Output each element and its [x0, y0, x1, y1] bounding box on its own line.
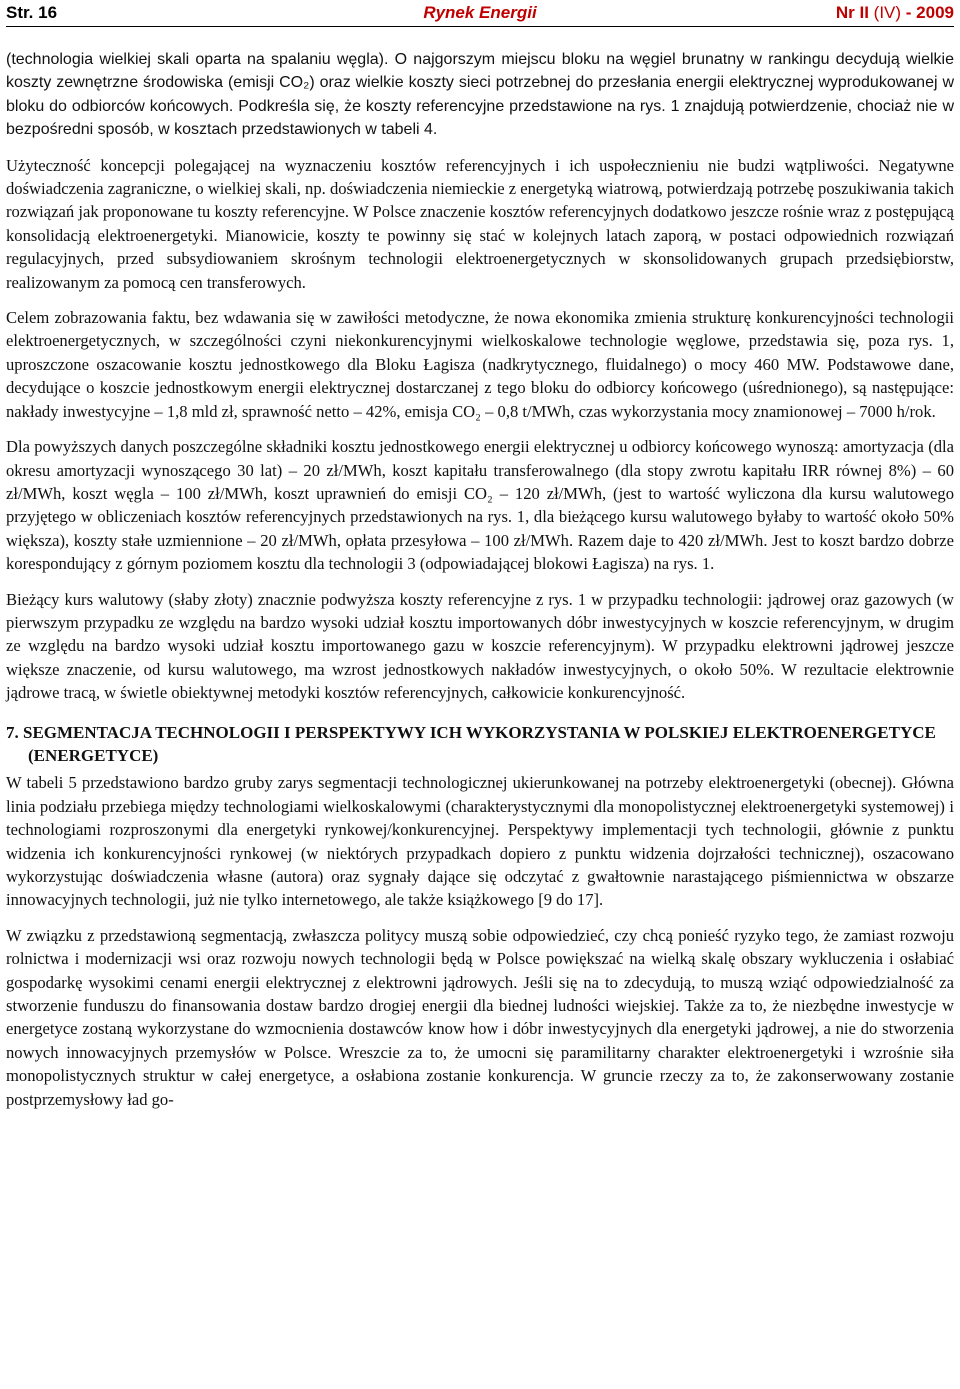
section-heading: 7. SEGMENTACJA TECHNOLOGII I PERSPEKTYWY ICH WYKORZYSTANIA W POLSKIEJ ELEKTROENERGETYCE (ENERGETYCE)	[6, 722, 936, 765]
issue-label	[836, 2, 954, 24]
section-paragraph-2: W związku z przedstawioną segmentacją, zwłaszcza politycy muszą sobie odpowiedzieć, czy chcą ponieść ryzyko tego, że zamiast rozwoju rolnictwa i modernizacji wsi oraz rozwoju nowych technologii będą w Polsce powiększać na wielką skalę obszary wykluczenia i osłabiać gospodarkę wysokimi cenami energii elektrycznej z elektrowni jądrowych. Jeśli się na to zdecydują, to muszą wziąć odpowiedzialność za stworzenie funduszu do finansowania dostaw bardzo drogiej energii dla biednej ludności wiejskiej. Także za to, że niezbędne inwestycje w energetyce zostaną wykorzystane do wzmocnienia dostawców know how i dóbr inwestycyjnych dla energetyki jądrowej, a nie do stworzenia nowych innowacyjnych przemysłów w Polsce. Wreszcie za to, że umocni się paramilitarny charakter elektroenergetyki i wzrośnie siła monopolistycznych struktur w całej energetyce, a osłabiona zostanie konkurencja. W gruncie rzeczy za to, że zakonserwowany zostanie postprzemysłowy ład go-	[6, 925, 954, 1109]
paragraph-5: Bieżący kurs walutowy (słaby złoty) znacznie podwyższa koszty referencyjne z rys. 1 w przypadku technologii: jądrowej oraz gazowych (w pierwszym przypadku ze względu na bardzo wysoki udział kosztu importowanych dóbr inwestycyjnych w koszcie referencyjnym, w drugim ze względu na bardzo wysoki udział kosztu importowanego gazu w koszcie referencyjnym). W przypadku elektrowni jądrowej jeszcze większe znaczenie, od kursu walutowego, ma wzrost jednostkowych nakładów inwestycyjnych, o około 50%. W rezultacie elektrownie jądrowe tracą, w świetle obiektywnej metodyki kosztów referencyjnych, całkowicie konkurencyjność.	[6, 589, 954, 703]
issue-year: - 2009	[901, 3, 954, 22]
issue-prefix: Nr II	[835, 3, 874, 22]
paragraph-2: Użyteczność koncepcji polegającej na wyznaczeniu kosztów referencyjnych i ich uspołecznieniu nie budzi wątpliwości. Negatywne doświadczenia zagraniczne, o wielkiej skali, np. doświadczenia niemieckie z energetyką wiatrową, potwierdzają potrzebę poszukiwania takich rozwiązań jak proponowane tu koszty referencyjne. W Polsce znaczenie kosztów referencyjnych dodatkowo jeszcze rośnie wraz z postępującą konsolidacją elektroenergetyki. Mianowicie, koszty te powinny się stać w kolejnych latach zaporą, w postaci odpowiednich rozwiązań regulacyjnych, przed subsydiowaniem skrośnym technologii elektroenergetycznych w skonsolidowanych grupach przedsiębiorstw, realizowanym za pomocą cen transferowych.	[6, 155, 954, 292]
paragraph-1: (technologia wielkiej skali oparta na spalaniu węgla). O najgorszym miejscu bloku na węgiel brunatny w rankingu decydują wielkie koszty zewnętrzne środowiska (emisji CO₂) oraz wielkie koszty sieci potrzebnej do przesłania energii elektrycznej wyprodukowanej w bloku do odbiorców końcowych. Podkreśla się, że koszty referencyjne przedstawione na rys. 1 znajdują potwierdzenie, chociaż nie w bezpośredni sposób, w kosztach przedstawionych w tabeli 4.	[6, 51, 954, 139]
article-body	[6, 48, 954, 1111]
paragraph-4: Dla powyższych danych poszczególne składniki kosztu jednostkowego energii elektrycznej u odbiorcy końcowego wynoszą: amortyzacja (dla okresu amortyzacji wynoszącego 30 lat) – 20 zł/MWh, koszt kapitału transferowalnego (dla stopy zwrotu kapitału IRR równej 8%) – 60 zł/MWh, koszt węgla – 100 zł/MWh, koszt uprawnień do emisji CO₂ – 120 zł/MWh, (jest to wartość wyliczona dla kursu walutowego przyjętego w obliczeniach kosztów referencyjnych przedstawionych na rys. 1, dla bieżącego kursu walutowego byłaby to wartość około 50% większa), koszty stałe uzmiennione – 20 zł/MWh, opłata przesyłowa – 100 zł/MWh. Razem daje to 420 zł/MWh. Jest to koszt bardzo dobrze korespondujący z górnym poziomem kosztu dla technologii 3 (odpowiadającej blokowi Łagisza) na rys. 1.	[6, 437, 954, 574]
page-number: Str. 16	[6, 3, 58, 22]
journal-title: Rynek Energii	[423, 3, 537, 22]
section-paragraph-1: W tabeli 5 przedstawiono bardzo gruby zarys segmentacji technologicznej ukierunkowanej na potrzeby elektroenergetyki (obecnej). Główna linia podziału przebiega między technologiami wielkoskalowymi (charakterystycznymi dla monopolistycznej elektroenergetyki systemowej) i technologiami rozproszonymi dla energetyki rynkowej/konkurencyjnej. Perspektywy implementacji tych technologii, głównie z punktu widzenia ich konkurencyjności rynkowej (w niektórych przypadkach dopiero z punktu widzenia dojrzałości technicznej), oszacowano wykorzystując doświadczenia własne (autora) oraz sygnały dające się odczytać z gwałtownie narastającego piśmiennictwa w obszarze innowacyjnych technologii, już nie tylko internetowego, ale także książkowego [9 do 17].	[6, 773, 954, 910]
paragraph-3: Celem zobrazowania faktu, bez wdawania się w zawiłości metodyczne, że nowa ekonomika zmienia strukturę konkurencyjności technologii elektroenergetycznych, w szczególności czyni niekonkurencyjnymi wielkoskalowe technologie węglowe, przedstawia się, poza rys. 1, uproszczone oszacowanie kosztu jednostkowego dla Bloku Łagisza (nadkrytycznego, fluidalnego) o mocy 460 MW. Podstawowe dane, decydujące o koszcie jednostkowym energii elektrycznej dostarczanej z tego bloku do odbiorcy końcowego (uśrednionego), są następujące: nakłady inwestycyjne – 1,8 mld zł, sprawność netto – 42%, emisja CO₂ – 0,8 t/MWh, czas wykorzystania mocy znamionowej – 7000 h/rok.	[6, 308, 954, 421]
document-page	[6, 0, 954, 1389]
page-header	[6, 0, 954, 27]
issue-volume: (IV)	[873, 3, 902, 22]
